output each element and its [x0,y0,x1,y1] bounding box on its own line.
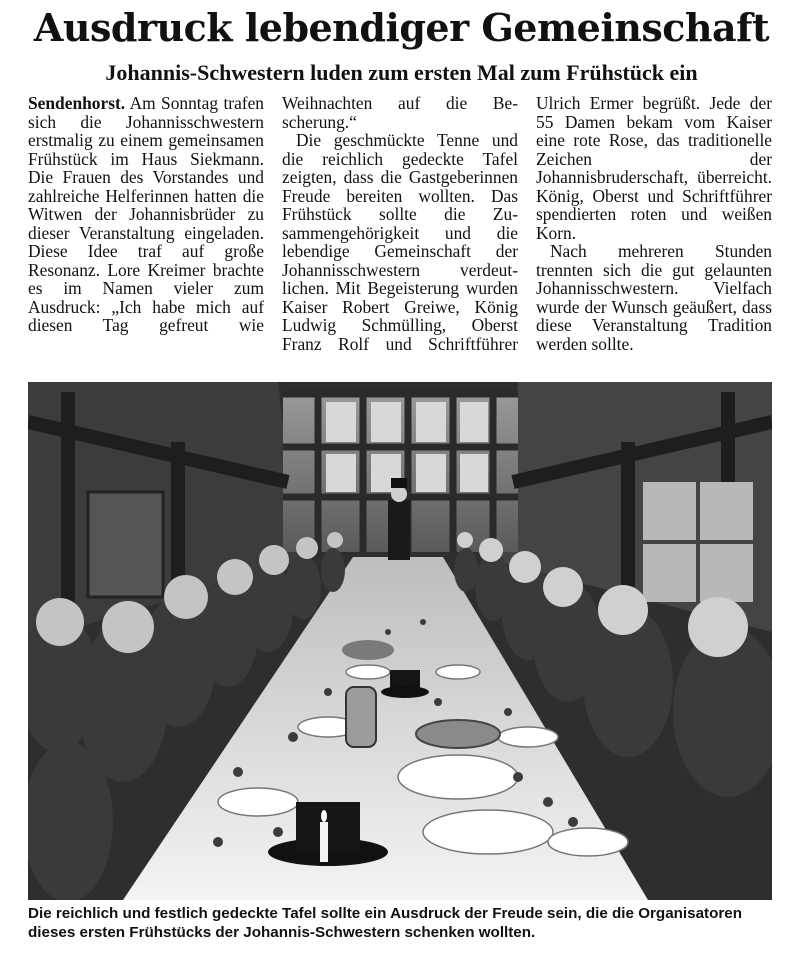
headline: Ausdruck lebendiger Gemeinschaft [33,5,770,50]
dateline: Sendenhorst. [28,93,126,113]
article-paragraph-2: Die geschmückte Tenne und die reichlich gedeckte Tafel zeigten, dass die Gastgeberinnen Freude bereiten wollten. Das Frühstück sollte die Zusammengehörigkeit und die lebendige Gemeinschaft der Johannisschwestern verdeutlichen. Mit Begeisterung wurden Kaiser Robert Greiwe, König Ludwig Schmülling, Oberst Franz Rolf und Schriftführer Ulrich Ermer begrüßt. Jede der 55 Damen bekam vom Kaiser eine rote Rose, das traditionelle Zeichen der Johannisbruderschaft, überreicht. König, Oberst und Schriftführer spendierten roten und weißen Korn. [282,93,772,354]
photo-caption: Die reichlich und festlich gedeckte Tafel sollte ein Ausdruck der Freude sein, die die Organisatoren dieses ersten Frühstücks der Johannis-Schwestern schenken wollten. [28,905,743,941]
article-body [28,94,772,364]
event-photo [28,382,772,900]
paragraph-1-text: Am Sonntag trafen sich die Johannisschwestern erstmalig zu einem gemeinsamen Frühstück im Haus Siekmann. Die Frauen des Vorstandes und zahlreiche Helferinnen hatten die Witwen der Johannisbrüder zu dieser Veranstaltung eingeladen. Diese Idee traf auf große Resonanz. Lore Kreimer brachte es im Namen vieler zum Ausdruck: „Ich habe mich auf diesen Tag gefreut wie Weihnachten auf die Bescherung.“ [28,93,518,335]
subheadline: Johannis-Schwestern luden zum ersten Mal zum Frühstück ein [105,60,698,85]
article-paragraph-3: Nach mehreren Stunden trennten sich die gut gelaunten Johannisschwestern. Vielfach wurde der Wunsch geäußert, dass diese Veranstaltung Tradition werden sollte. [536,241,772,354]
